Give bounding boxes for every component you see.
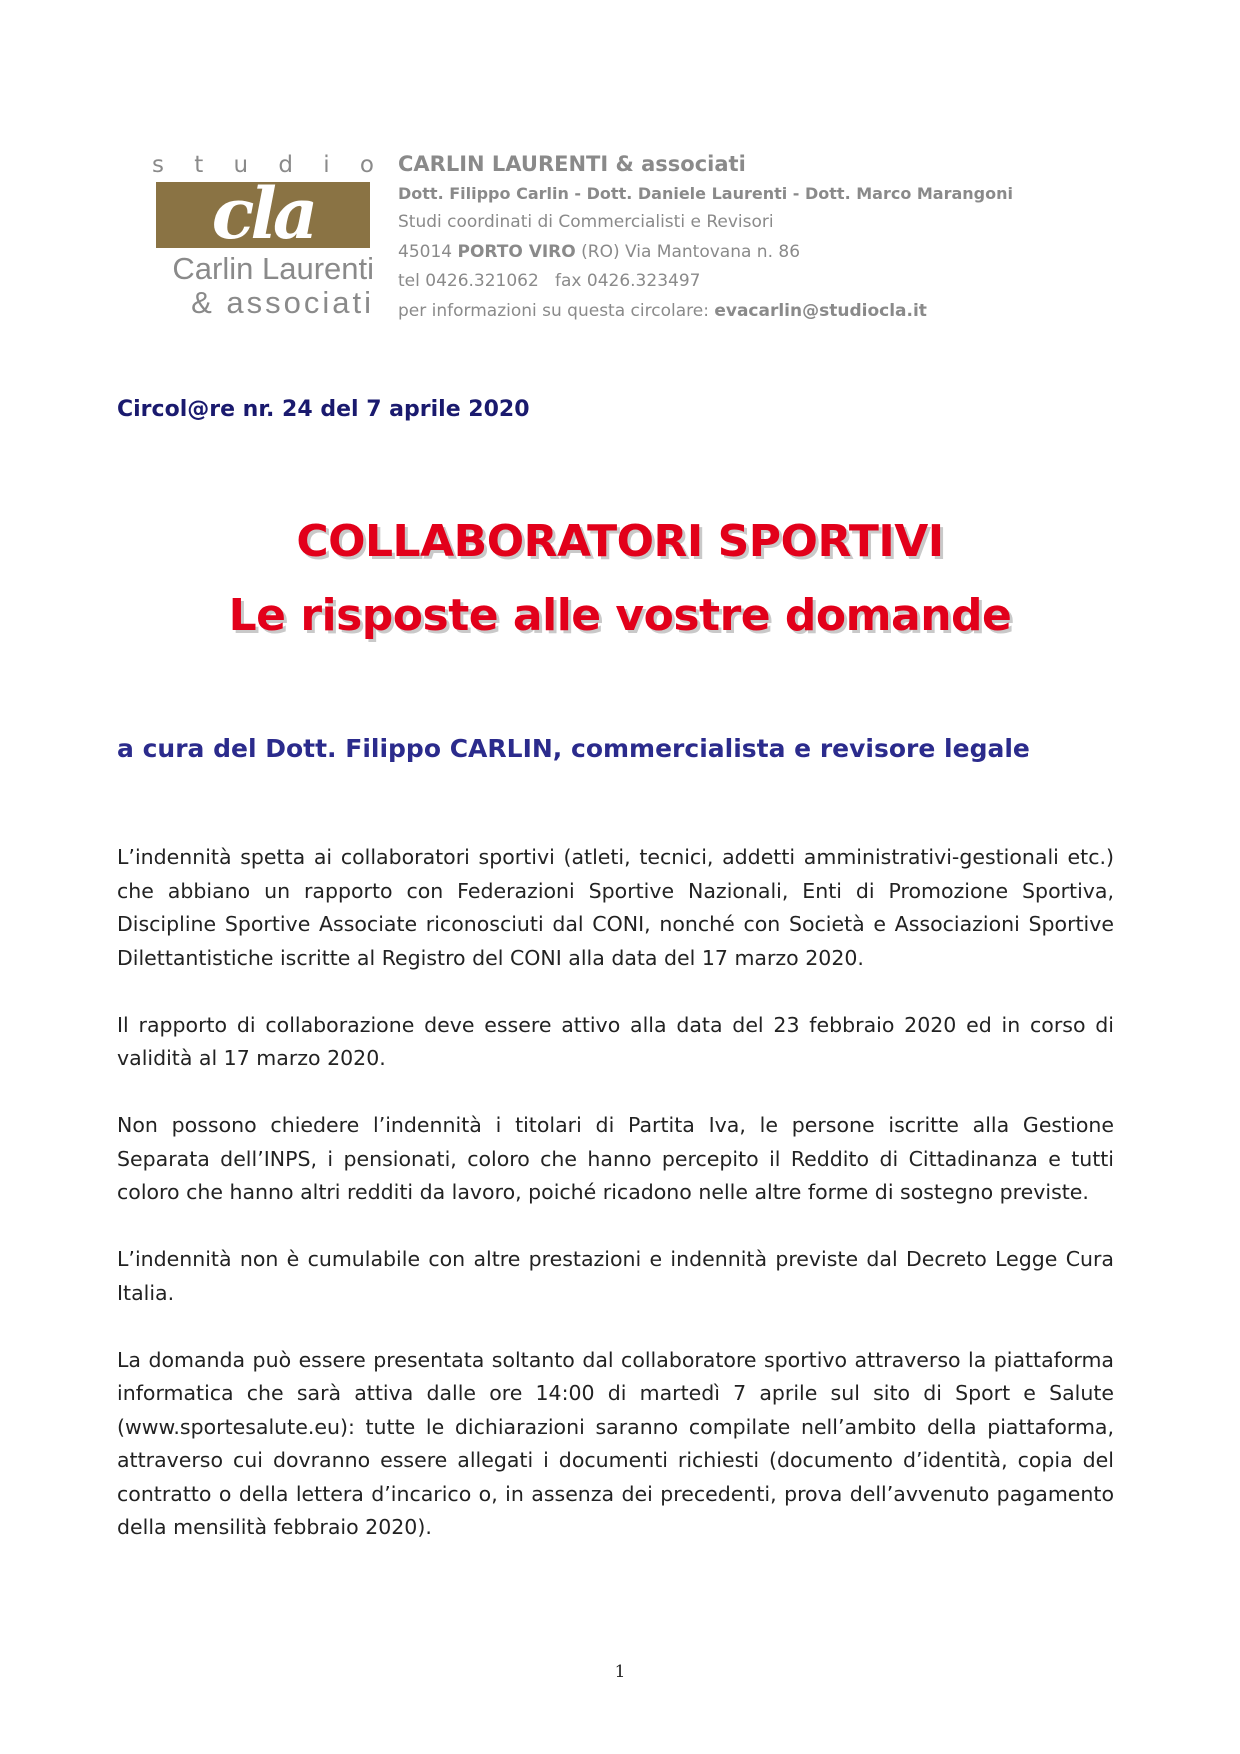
address-zip: 45014 — [398, 241, 453, 262]
circular-reference: Circol@re nr. 24 del 7 aprile 2020 — [117, 397, 530, 422]
logo-letter: s — [152, 152, 164, 178]
firm-info-line — [398, 297, 1098, 327]
logo-letter: d — [278, 152, 293, 178]
info-email[interactable]: evacarlin@studiocla.it — [714, 300, 927, 321]
logo-studio-wordmark — [152, 152, 374, 178]
cla-logo-mark — [156, 182, 370, 248]
logo-assoc-line: & associati — [191, 285, 374, 320]
document-title-line2: Le risposte alle vostre domande — [228, 590, 1012, 641]
firm-info — [398, 150, 1098, 326]
logo-name-line: Carlin Laurenti — [172, 251, 374, 286]
logo-letter: u — [233, 152, 249, 178]
firm-address — [398, 238, 1098, 268]
document-body — [117, 841, 1114, 1578]
page-number: 1 — [614, 1662, 626, 1682]
logo-letter: i — [323, 152, 330, 178]
address-rest: (RO) Via Mantovana n. 86 — [581, 241, 801, 262]
document-title-line1: COLLABORATORI SPORTIVI — [296, 516, 944, 567]
author-line: a cura del Dott. Filippo CARLIN, commercialista e revisore legale — [117, 734, 1030, 763]
firm-contacts: tel 0426.321062 fax 0426.323497 — [398, 271, 701, 291]
body-paragraph: L’indennità spetta ai collaboratori sportivi (atleti, tecnici, addetti amministrativi-gestionali etc.) che abbiano un rapporto con Federazioni Sportive Nazionali, Enti di Promozione Sportiva, Discipline Sportive Associate riconosciuti dal CONI, nonché con Società e Associazioni Sportive Dilettantistiche iscritte al Registro del CONI alla data del 17 marzo 2020. — [117, 845, 1114, 970]
body-paragraph: Non possono chiedere l’indennità i titolari di Partita Iva, le persone iscritte alla Gestione Separata dell’INPS, i pensionati, coloro che hanno percepito il Reddito di Cittadinanza e tutti coloro che hanno altri redditi da lavoro, poiché ricadono nelle altre forme di sostegno previste. — [117, 1113, 1114, 1204]
firm-name: CARLIN LAURENTI & associati — [398, 152, 746, 176]
body-paragraph: La domanda può essere presentata soltanto dal collaboratore sportivo attraverso la piattaforma informatica che sarà attiva dalle ore 14:00 di martedì 7 aprile sul sito di Sport e Salute (www.sportesalute.eu): tutte le dichiarazioni saranno compilate nell’ambito della piattaforma, attraverso cui dovranno essere allegati i documenti richiesti (documento d’identità, copia del contratto o della lettera d’incarico o, in assenza dei precedenti, prova dell’avvenuto pagamento della mensilità febbraio 2020). — [117, 1347, 1114, 1539]
logo-letter: t — [194, 152, 204, 178]
body-paragraph: Il rapporto di collaborazione deve essere attivo alla data del 23 febbraio 2020 ed in corso di validità al 17 marzo 2020. — [117, 1012, 1114, 1070]
logo-letter: o — [359, 152, 374, 178]
firm-description: Studi coordinati di Commercialisti e Revisori — [398, 212, 774, 232]
address-city: PORTO VIRO — [457, 241, 576, 262]
info-label: per informazioni su questa circolare: — [398, 300, 709, 321]
body-paragraph: L’indennità non è cumulabile con altre prestazioni e indennità previste dal Decreto Legge Cura Italia. — [117, 1247, 1114, 1305]
studio-cla-logo — [150, 152, 374, 322]
logo-mark-letters: cla — [211, 182, 315, 248]
firm-partners: Dott. Filippo Carlin - Dott. Daniele Laurenti - Dott. Marco Marangoni — [398, 184, 1013, 203]
